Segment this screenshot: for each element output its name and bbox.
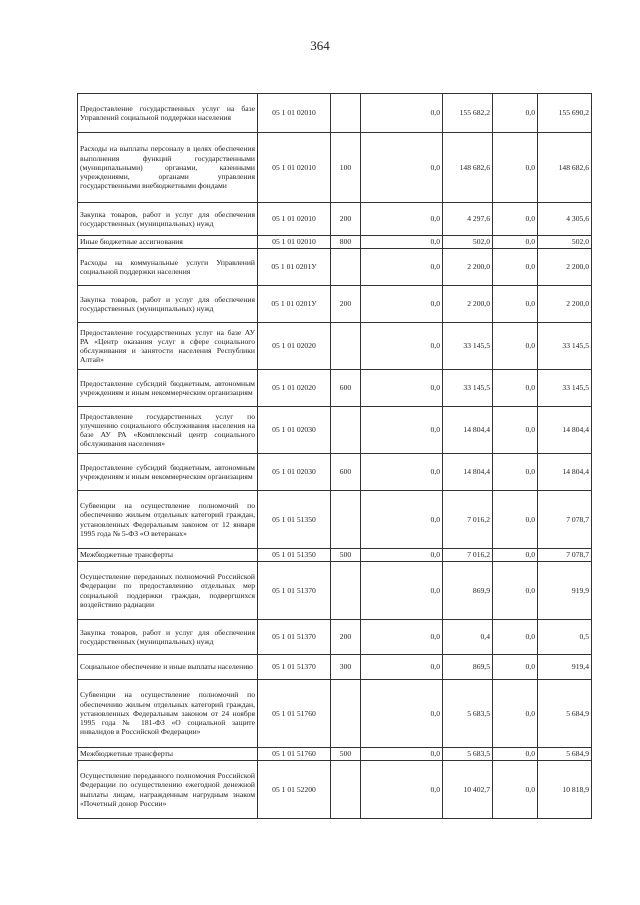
amount-cell-3: 0,0 bbox=[493, 680, 538, 748]
target-code-cell: 05 1 01 51370 bbox=[258, 620, 331, 655]
amount-cell-3: 0,0 bbox=[493, 620, 538, 655]
expense-name-cell: Закупка товаров, работ и услуг для обеспечения государственных (муниципальных) нужд bbox=[78, 286, 258, 323]
table-row bbox=[78, 680, 592, 748]
amount-cell-1: 0,0 bbox=[361, 370, 443, 407]
target-code-cell: 05 1 01 0201У bbox=[258, 249, 331, 286]
amount-cell-3: 0,0 bbox=[493, 549, 538, 562]
amount-cell-4: 14 804,4 bbox=[538, 407, 592, 454]
expense-name-cell: Осуществление переданного полномочия Российской Федерации по осуществлению ежегодной денежной выплаты лицам, награжденным нагрудным знаком «Почетный донор России» bbox=[78, 761, 258, 819]
amount-cell-4: 4 305,6 bbox=[538, 203, 592, 236]
amount-cell-2: 502,0 bbox=[443, 236, 493, 249]
table-row bbox=[78, 655, 592, 680]
expense-name-cell: Предоставление субсидий бюджетным, автономным учреждениям и иным некоммерческим организациям bbox=[78, 370, 258, 407]
expense-name-cell: Осуществление переданных полномочий Российской Федерации по предоставлению отдельных мер социальной поддержки граждан, подвергшихся воздействию радиации bbox=[78, 562, 258, 620]
amount-cell-3: 0,0 bbox=[493, 748, 538, 761]
table-row bbox=[78, 620, 592, 655]
amount-cell-1: 0,0 bbox=[361, 133, 443, 203]
amount-cell-2: 5 683,5 bbox=[443, 680, 493, 748]
amount-cell-4: 2 200,0 bbox=[538, 286, 592, 323]
table-row bbox=[78, 323, 592, 370]
amount-cell-4: 14 804,4 bbox=[538, 454, 592, 491]
amount-cell-2: 7 016,2 bbox=[443, 491, 493, 549]
amount-cell-4: 2 200,0 bbox=[538, 249, 592, 286]
budget-table-body bbox=[78, 94, 592, 819]
amount-cell-3: 0,0 bbox=[493, 249, 538, 286]
expense-name-cell: Субвенции на осуществление полномочий по обеспечению жильем отдельных категорий граждан, установленных Федеральным законом от 12 января 1995 года № 5-ФЗ «О ветеранах» bbox=[78, 491, 258, 549]
amount-cell-3: 0,0 bbox=[493, 203, 538, 236]
amount-cell-1: 0,0 bbox=[361, 407, 443, 454]
target-code-cell: 05 1 01 0201У bbox=[258, 286, 331, 323]
amount-cell-3: 0,0 bbox=[493, 562, 538, 620]
amount-cell-1: 0,0 bbox=[361, 491, 443, 549]
amount-cell-3: 0,0 bbox=[493, 323, 538, 370]
amount-cell-4: 148 682,6 bbox=[538, 133, 592, 203]
amount-cell-1: 0,0 bbox=[361, 655, 443, 680]
amount-cell-2: 33 145,5 bbox=[443, 323, 493, 370]
amount-cell-4: 7 078,7 bbox=[538, 549, 592, 562]
target-code-cell: 05 1 01 02010 bbox=[258, 94, 331, 133]
amount-cell-1: 0,0 bbox=[361, 323, 443, 370]
amount-cell-3: 0,0 bbox=[493, 133, 538, 203]
target-code-cell: 05 1 01 51370 bbox=[258, 562, 331, 620]
amount-cell-1: 0,0 bbox=[361, 748, 443, 761]
target-code-cell: 05 1 01 02010 bbox=[258, 203, 331, 236]
expense-type-cell bbox=[331, 761, 361, 819]
table-row bbox=[78, 203, 592, 236]
expense-type-cell: 300 bbox=[331, 655, 361, 680]
expense-name-cell: Закупка товаров, работ и услуг для обеспечения государственных (муниципальных) нужд bbox=[78, 203, 258, 236]
expense-type-cell: 200 bbox=[331, 203, 361, 236]
amount-cell-3: 0,0 bbox=[493, 655, 538, 680]
amount-cell-1: 0,0 bbox=[361, 236, 443, 249]
expense-type-cell bbox=[331, 491, 361, 549]
amount-cell-2: 2 200,0 bbox=[443, 286, 493, 323]
amount-cell-1: 0,0 bbox=[361, 249, 443, 286]
expense-name-cell: Закупка товаров, работ и услуг для обеспечения государственных (муниципальных) нужд bbox=[78, 620, 258, 655]
amount-cell-3: 0,0 bbox=[493, 407, 538, 454]
amount-cell-3: 0,0 bbox=[493, 94, 538, 133]
page-number: 364 bbox=[310, 38, 330, 53]
amount-cell-4: 502,0 bbox=[538, 236, 592, 249]
expense-type-cell: 500 bbox=[331, 549, 361, 562]
amount-cell-1: 0,0 bbox=[361, 680, 443, 748]
target-code-cell: 05 1 01 51350 bbox=[258, 549, 331, 562]
amount-cell-1: 0,0 bbox=[361, 286, 443, 323]
expense-type-cell bbox=[331, 249, 361, 286]
amount-cell-1: 0,0 bbox=[361, 549, 443, 562]
target-code-cell: 05 1 01 52200 bbox=[258, 761, 331, 819]
target-code-cell: 05 1 01 51350 bbox=[258, 491, 331, 549]
table-row bbox=[78, 286, 592, 323]
expense-type-cell: 200 bbox=[331, 620, 361, 655]
amount-cell-2: 14 804,4 bbox=[443, 454, 493, 491]
expense-type-cell bbox=[331, 94, 361, 133]
table-row bbox=[78, 94, 592, 133]
expense-type-cell: 500 bbox=[331, 748, 361, 761]
table-row bbox=[78, 370, 592, 407]
table-row bbox=[78, 236, 592, 249]
amount-cell-4: 10 818,9 bbox=[538, 761, 592, 819]
table-row bbox=[78, 133, 592, 203]
amount-cell-4: 0,5 bbox=[538, 620, 592, 655]
amount-cell-4: 5 684,9 bbox=[538, 680, 592, 748]
expense-type-cell bbox=[331, 323, 361, 370]
amount-cell-2: 2 200,0 bbox=[443, 249, 493, 286]
amount-cell-3: 0,0 bbox=[493, 761, 538, 819]
table-row bbox=[78, 761, 592, 819]
expense-name-cell: Расходы на выплаты персоналу в целях обеспечения выполнения функций государственными (муниципальными) органами, казенными учреждениями, органами управления государственными внебюджетными фондами bbox=[78, 133, 258, 203]
amount-cell-2: 869,5 bbox=[443, 655, 493, 680]
table-row bbox=[78, 249, 592, 286]
amount-cell-1: 0,0 bbox=[361, 203, 443, 236]
amount-cell-3: 0,0 bbox=[493, 370, 538, 407]
table-row bbox=[78, 549, 592, 562]
target-code-cell: 05 1 01 51370 bbox=[258, 655, 331, 680]
expense-name-cell: Социальное обеспечение и иные выплаты населению bbox=[78, 655, 258, 680]
expense-type-cell: 800 bbox=[331, 236, 361, 249]
amount-cell-2: 33 145,5 bbox=[443, 370, 493, 407]
expense-type-cell: 600 bbox=[331, 370, 361, 407]
expense-name-cell: Межбюджетные трансферты bbox=[78, 549, 258, 562]
target-code-cell: 05 1 01 02030 bbox=[258, 407, 331, 454]
amount-cell-4: 5 684,9 bbox=[538, 748, 592, 761]
amount-cell-3: 0,0 bbox=[493, 236, 538, 249]
amount-cell-3: 0,0 bbox=[493, 491, 538, 549]
amount-cell-2: 7 016,2 bbox=[443, 549, 493, 562]
amount-cell-1: 0,0 bbox=[361, 761, 443, 819]
amount-cell-2: 10 402,7 bbox=[443, 761, 493, 819]
amount-cell-2: 869,9 bbox=[443, 562, 493, 620]
amount-cell-4: 155 690,2 bbox=[538, 94, 592, 133]
target-code-cell: 05 1 01 02020 bbox=[258, 323, 331, 370]
amount-cell-3: 0,0 bbox=[493, 454, 538, 491]
expense-type-cell: 100 bbox=[331, 133, 361, 203]
amount-cell-2: 4 297,6 bbox=[443, 203, 493, 236]
table-row bbox=[78, 454, 592, 491]
amount-cell-2: 5 683,5 bbox=[443, 748, 493, 761]
amount-cell-2: 0,4 bbox=[443, 620, 493, 655]
table-row bbox=[78, 748, 592, 761]
amount-cell-4: 919,9 bbox=[538, 562, 592, 620]
expense-name-cell: Предоставление субсидий бюджетным, автономным учреждениям и иным некоммерческим организациям bbox=[78, 454, 258, 491]
expense-name-cell: Предоставление государственных услуг на базе Управлений социальной поддержки населения bbox=[78, 94, 258, 133]
expense-name-cell: Субвенции на осуществление полномочий по обеспечению жильем отдельных категорий граждан, установленных Федеральным законом от 24 ноября 1995 года № 181-ФЗ «О социальной защите инвалидов в Российской Федерации» bbox=[78, 680, 258, 748]
expense-name-cell: Предоставление государственных услуг на базе АУ РА «Центр оказания услуг в сфере социального обслуживания и занятости населения Республики Алтай» bbox=[78, 323, 258, 370]
amount-cell-4: 919,4 bbox=[538, 655, 592, 680]
amount-cell-4: 7 078,7 bbox=[538, 491, 592, 549]
amount-cell-4: 33 145,5 bbox=[538, 323, 592, 370]
target-code-cell: 05 1 01 02030 bbox=[258, 454, 331, 491]
expense-type-cell bbox=[331, 562, 361, 620]
amount-cell-4: 33 145,5 bbox=[538, 370, 592, 407]
expense-name-cell: Расходы на коммунальные услуги Управлений социальной поддержки населения bbox=[78, 249, 258, 286]
expense-name-cell: Предоставление государственных услуг по улучшению социального обслуживания населения на базе АУ РА «Комплексный центр социального обслуживания населения» bbox=[78, 407, 258, 454]
amount-cell-2: 148 682,6 bbox=[443, 133, 493, 203]
amount-cell-1: 0,0 bbox=[361, 620, 443, 655]
budget-table bbox=[77, 93, 592, 819]
target-code-cell: 05 1 01 02010 bbox=[258, 236, 331, 249]
expense-type-cell bbox=[331, 680, 361, 748]
table-row bbox=[78, 562, 592, 620]
table-row bbox=[78, 491, 592, 549]
amount-cell-2: 14 804,4 bbox=[443, 407, 493, 454]
amount-cell-2: 155 682,2 bbox=[443, 94, 493, 133]
target-code-cell: 05 1 01 51760 bbox=[258, 680, 331, 748]
expense-type-cell bbox=[331, 407, 361, 454]
target-code-cell: 05 1 01 51760 bbox=[258, 748, 331, 761]
expense-name-cell: Иные бюджетные ассигнования bbox=[78, 236, 258, 249]
amount-cell-1: 0,0 bbox=[361, 94, 443, 133]
amount-cell-1: 0,0 bbox=[361, 454, 443, 491]
table-row bbox=[78, 407, 592, 454]
amount-cell-3: 0,0 bbox=[493, 286, 538, 323]
target-code-cell: 05 1 01 02010 bbox=[258, 133, 331, 203]
amount-cell-1: 0,0 bbox=[361, 562, 443, 620]
expense-type-cell: 600 bbox=[331, 454, 361, 491]
expense-type-cell: 200 bbox=[331, 286, 361, 323]
target-code-cell: 05 1 01 02020 bbox=[258, 370, 331, 407]
expense-name-cell: Межбюджетные трансферты bbox=[78, 748, 258, 761]
